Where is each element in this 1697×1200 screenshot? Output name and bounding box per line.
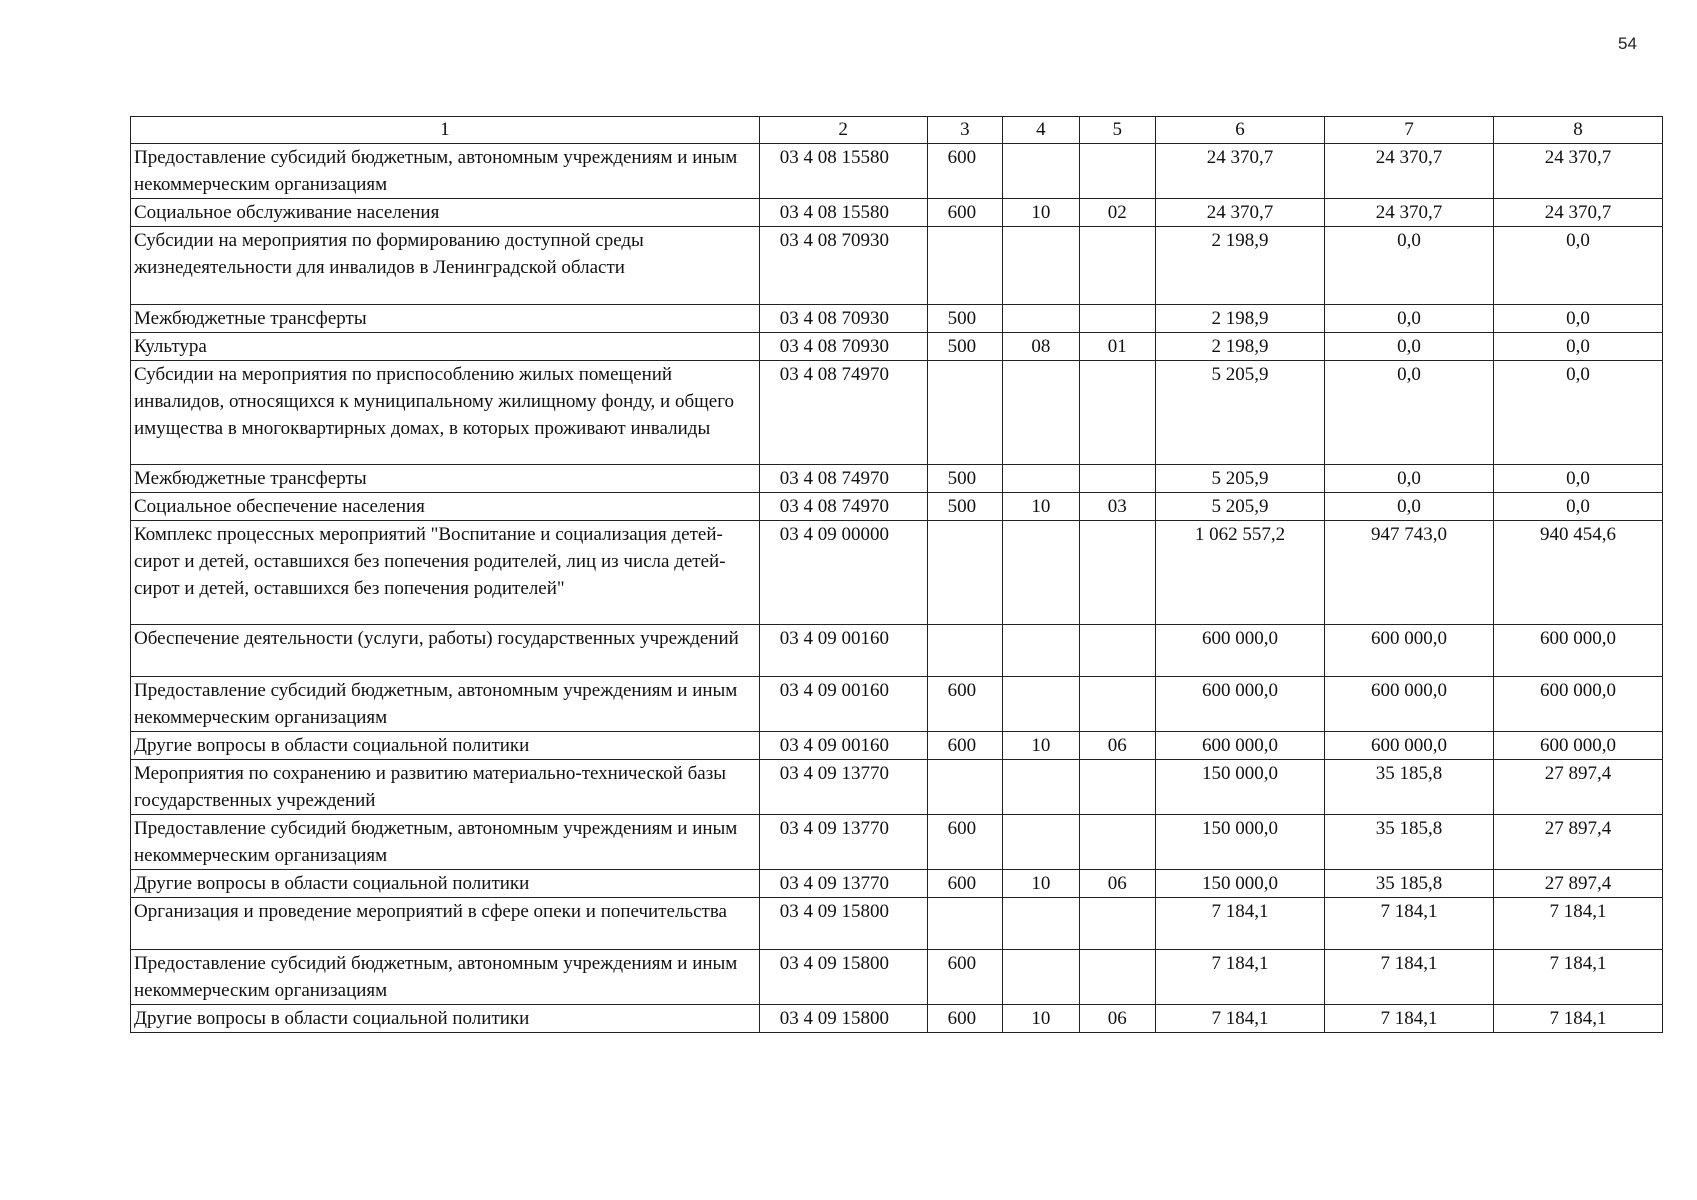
row-section — [1003, 361, 1079, 465]
row-amount-2: 0,0 — [1324, 465, 1493, 493]
column-header-amount-3: 8 — [1493, 117, 1662, 144]
table-row — [131, 227, 1663, 305]
row-code: 03 4 08 15580 — [759, 199, 927, 227]
row-name: Обеспечение деятельности (услуги, работы) государственных учреждений — [131, 625, 760, 677]
row-code: 03 4 08 74970 — [759, 465, 927, 493]
row-amount-1: 600 000,0 — [1155, 732, 1324, 760]
row-name: Комплекс процессных мероприятий "Воспитание и социализация детей-сирот и детей, оставшихся без попечения родителей, лиц из числа детей-сирот и детей, оставшихся без попечения родителей" — [131, 521, 760, 625]
row-subsection — [1079, 677, 1155, 732]
row-expense-type: 600 — [927, 677, 1002, 732]
row-amount-2: 0,0 — [1324, 493, 1493, 521]
row-amount-2: 0,0 — [1324, 227, 1493, 305]
column-header-amount-2: 7 — [1324, 117, 1493, 144]
row-code: 03 4 08 15580 — [759, 144, 927, 199]
row-code: 03 4 09 00160 — [759, 625, 927, 677]
row-expense-type: 500 — [927, 305, 1002, 333]
row-expense-type: 500 — [927, 333, 1002, 361]
row-name: Субсидии на мероприятия по приспособлению жилых помещений инвалидов, относящихся к муниципальному жилищному фонду, и общего имущества в многоквартирных домах, в которых проживают инвалиды — [131, 361, 760, 465]
table-row — [131, 199, 1663, 227]
column-header-amount-1: 6 — [1155, 117, 1324, 144]
row-name: Социальное обеспечение населения — [131, 493, 760, 521]
row-amount-3: 27 897,4 — [1493, 815, 1662, 870]
row-amount-1: 7 184,1 — [1155, 1005, 1324, 1033]
row-name: Мероприятия по сохранению и развитию материально-технической базы государственных учреждений — [131, 760, 760, 815]
row-name: Межбюджетные трансферты — [131, 305, 760, 333]
row-amount-1: 600 000,0 — [1155, 677, 1324, 732]
row-expense-type: 600 — [927, 144, 1002, 199]
row-expense-type: 600 — [927, 870, 1002, 898]
table-row — [131, 732, 1663, 760]
table-row — [131, 521, 1663, 625]
row-amount-1: 24 370,7 — [1155, 144, 1324, 199]
row-name: Организация и проведение мероприятий в сфере опеки и попечительства — [131, 898, 760, 950]
row-name: Предоставление субсидий бюджетным, автономным учреждениям и иным некоммерческим организациям — [131, 815, 760, 870]
table-row — [131, 1005, 1663, 1033]
row-amount-3: 600 000,0 — [1493, 677, 1662, 732]
row-expense-type — [927, 361, 1002, 465]
row-expense-type — [927, 760, 1002, 815]
row-amount-1: 2 198,9 — [1155, 227, 1324, 305]
row-amount-1: 24 370,7 — [1155, 199, 1324, 227]
row-expense-type: 600 — [927, 950, 1002, 1005]
table-header-row — [131, 117, 1663, 144]
row-name: Предоставление субсидий бюджетным, автономным учреждениям и иным некоммерческим организациям — [131, 144, 760, 199]
row-amount-2: 0,0 — [1324, 361, 1493, 465]
row-name: Предоставление субсидий бюджетным, автономным учреждениям и иным некоммерческим организациям — [131, 677, 760, 732]
row-subsection — [1079, 815, 1155, 870]
table-row — [131, 815, 1663, 870]
row-amount-2: 35 185,8 — [1324, 815, 1493, 870]
row-code: 03 4 08 70930 — [759, 305, 927, 333]
table-row — [131, 144, 1663, 199]
row-name: Межбюджетные трансферты — [131, 465, 760, 493]
row-amount-3: 940 454,6 — [1493, 521, 1662, 625]
row-amount-2: 7 184,1 — [1324, 1005, 1493, 1033]
row-amount-3: 24 370,7 — [1493, 144, 1662, 199]
row-name: Другие вопросы в области социальной политики — [131, 732, 760, 760]
row-amount-2: 7 184,1 — [1324, 898, 1493, 950]
column-header-name: 1 — [131, 117, 760, 144]
row-subsection — [1079, 305, 1155, 333]
row-amount-3: 7 184,1 — [1493, 898, 1662, 950]
row-name: Субсидии на мероприятия по формированию доступной среды жизнедеятельности для инвалидов в Ленинградской области — [131, 227, 760, 305]
row-subsection — [1079, 898, 1155, 950]
row-code: 03 4 08 74970 — [759, 361, 927, 465]
row-expense-type: 600 — [927, 199, 1002, 227]
row-amount-3: 600 000,0 — [1493, 625, 1662, 677]
row-code: 03 4 09 00160 — [759, 677, 927, 732]
row-amount-3: 27 897,4 — [1493, 870, 1662, 898]
row-amount-1: 150 000,0 — [1155, 870, 1324, 898]
row-amount-1: 2 198,9 — [1155, 333, 1324, 361]
row-amount-3: 600 000,0 — [1493, 732, 1662, 760]
row-code: 03 4 09 15800 — [759, 950, 927, 1005]
row-section — [1003, 305, 1079, 333]
row-amount-1: 7 184,1 — [1155, 898, 1324, 950]
row-subsection — [1079, 227, 1155, 305]
row-subsection — [1079, 465, 1155, 493]
row-section: 10 — [1003, 1005, 1079, 1033]
row-section — [1003, 227, 1079, 305]
row-amount-2: 600 000,0 — [1324, 677, 1493, 732]
row-subsection — [1079, 625, 1155, 677]
table-body — [131, 117, 1663, 1033]
budget-table — [130, 116, 1663, 1033]
row-amount-1: 5 205,9 — [1155, 465, 1324, 493]
row-amount-2: 947 743,0 — [1324, 521, 1493, 625]
row-section: 10 — [1003, 870, 1079, 898]
row-amount-3: 0,0 — [1493, 305, 1662, 333]
row-expense-type — [927, 227, 1002, 305]
row-name: Социальное обслуживание населения — [131, 199, 760, 227]
row-name: Другие вопросы в области социальной политики — [131, 870, 760, 898]
row-amount-3: 0,0 — [1493, 465, 1662, 493]
row-amount-3: 7 184,1 — [1493, 1005, 1662, 1033]
row-expense-type: 600 — [927, 1005, 1002, 1033]
row-subsection — [1079, 521, 1155, 625]
row-amount-3: 0,0 — [1493, 227, 1662, 305]
table-row — [131, 305, 1663, 333]
table-row — [131, 870, 1663, 898]
row-amount-3: 27 897,4 — [1493, 760, 1662, 815]
row-subsection: 06 — [1079, 870, 1155, 898]
row-section — [1003, 465, 1079, 493]
table-row — [131, 333, 1663, 361]
row-code: 03 4 09 13770 — [759, 760, 927, 815]
row-amount-1: 150 000,0 — [1155, 815, 1324, 870]
row-amount-2: 24 370,7 — [1324, 144, 1493, 199]
row-subsection: 06 — [1079, 732, 1155, 760]
row-expense-type — [927, 898, 1002, 950]
table-row — [131, 625, 1663, 677]
row-subsection — [1079, 144, 1155, 199]
row-section — [1003, 144, 1079, 199]
row-amount-3: 0,0 — [1493, 333, 1662, 361]
table-row — [131, 493, 1663, 521]
row-section — [1003, 950, 1079, 1005]
row-code: 03 4 09 00160 — [759, 732, 927, 760]
row-expense-type: 500 — [927, 493, 1002, 521]
row-subsection: 06 — [1079, 1005, 1155, 1033]
row-subsection — [1079, 950, 1155, 1005]
row-expense-type — [927, 625, 1002, 677]
row-section — [1003, 760, 1079, 815]
row-amount-3: 0,0 — [1493, 361, 1662, 465]
row-amount-3: 7 184,1 — [1493, 950, 1662, 1005]
row-amount-2: 24 370,7 — [1324, 199, 1493, 227]
row-subsection: 01 — [1079, 333, 1155, 361]
row-code: 03 4 08 74970 — [759, 493, 927, 521]
row-amount-1: 7 184,1 — [1155, 950, 1324, 1005]
table-row — [131, 760, 1663, 815]
table-row — [131, 361, 1663, 465]
row-amount-3: 24 370,7 — [1493, 199, 1662, 227]
row-section: 08 — [1003, 333, 1079, 361]
row-section — [1003, 677, 1079, 732]
row-name: Другие вопросы в области социальной политики — [131, 1005, 760, 1033]
row-section — [1003, 521, 1079, 625]
row-code: 03 4 09 13770 — [759, 870, 927, 898]
row-section: 10 — [1003, 493, 1079, 521]
row-subsection — [1079, 361, 1155, 465]
row-section — [1003, 815, 1079, 870]
table-row — [131, 950, 1663, 1005]
row-code: 03 4 09 15800 — [759, 1005, 927, 1033]
column-header-expense-type: 3 — [927, 117, 1002, 144]
row-code: 03 4 09 00000 — [759, 521, 927, 625]
row-name: Предоставление субсидий бюджетным, автономным учреждениям и иным некоммерческим организациям — [131, 950, 760, 1005]
row-subsection — [1079, 760, 1155, 815]
row-name: Культура — [131, 333, 760, 361]
row-section: 10 — [1003, 199, 1079, 227]
table-row — [131, 465, 1663, 493]
row-amount-2: 0,0 — [1324, 333, 1493, 361]
table-row — [131, 898, 1663, 950]
row-subsection: 03 — [1079, 493, 1155, 521]
row-amount-3: 0,0 — [1493, 493, 1662, 521]
row-section — [1003, 898, 1079, 950]
column-header-subsection: 5 — [1079, 117, 1155, 144]
row-amount-2: 0,0 — [1324, 305, 1493, 333]
page-number: 54 — [1618, 34, 1637, 53]
row-amount-2: 35 185,8 — [1324, 870, 1493, 898]
table-row — [131, 677, 1663, 732]
row-section: 10 — [1003, 732, 1079, 760]
row-code: 03 4 08 70930 — [759, 333, 927, 361]
row-expense-type: 600 — [927, 815, 1002, 870]
row-code: 03 4 09 13770 — [759, 815, 927, 870]
row-amount-1: 150 000,0 — [1155, 760, 1324, 815]
row-code: 03 4 08 70930 — [759, 227, 927, 305]
row-amount-2: 7 184,1 — [1324, 950, 1493, 1005]
row-subsection: 02 — [1079, 199, 1155, 227]
row-amount-1: 5 205,9 — [1155, 493, 1324, 521]
row-amount-1: 600 000,0 — [1155, 625, 1324, 677]
row-amount-1: 5 205,9 — [1155, 361, 1324, 465]
row-amount-2: 35 185,8 — [1324, 760, 1493, 815]
row-section — [1003, 625, 1079, 677]
row-amount-2: 600 000,0 — [1324, 732, 1493, 760]
column-header-section: 4 — [1003, 117, 1079, 144]
row-amount-1: 2 198,9 — [1155, 305, 1324, 333]
row-amount-1: 1 062 557,2 — [1155, 521, 1324, 625]
row-expense-type: 500 — [927, 465, 1002, 493]
row-expense-type: 600 — [927, 732, 1002, 760]
column-header-code: 2 — [759, 117, 927, 144]
row-amount-2: 600 000,0 — [1324, 625, 1493, 677]
row-expense-type — [927, 521, 1002, 625]
row-code: 03 4 09 15800 — [759, 898, 927, 950]
